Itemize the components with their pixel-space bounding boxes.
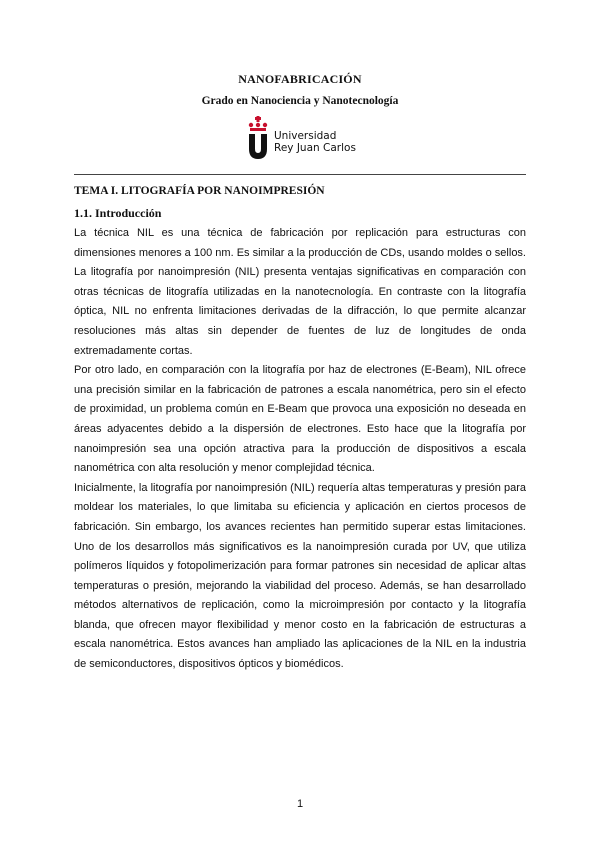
- section-title: TEMA I. LITOGRAFÍA POR NANOIMPRESIÓN: [74, 185, 325, 197]
- logo-text: [274, 130, 356, 154]
- paragraph-3: Inicialmente, la litografía por nanoimpresión (NIL) requería altas temperaturas y presión para moldear los materiales, lo que limitaba su eficiencia y aplicación en ciertos procesos de fabricación. Sin embargo, los avances recientes han permitido superar estas limitaciones. Uno de los desarrollos más significativos es la nanoimpresión curada por UV, que utiliza polímeros líquidos y fotopolimerización para formar patrones sin necesidad de aplicar altas temperaturas o presión, mejorando la viabilidad del proceso. Además, se han desarrollado métodos alternativos de replicación, como la microimpresión por contacto y la litografía blanda, que ofrecen mayor flexibilidad y menor costo en la fabricación de estructuras a escala nanométrica. Estos avances han ampliado las aplicaciones de la NIL en la industria de semiconductores, dispositivos ópticos y biomédicos.: [74, 481, 526, 671]
- subsection-title: 1.1. Introducción: [74, 206, 162, 220]
- logo-line-2: Rey Juan Carlos: [274, 142, 356, 154]
- logo-line-1: Universidad: [274, 130, 337, 142]
- document-title: NANOFABRICACIÓN: [238, 72, 362, 86]
- horizontal-divider: [74, 174, 526, 175]
- body-text: [74, 224, 526, 675]
- paragraph-1: La técnica NIL es una técnica de fabricación por replicación para estructuras con dimensiones menores a 100 nm. Es similar a la producción de CDs, usando moldes o sellos. La litografía por nanoimpresión (NIL) presenta ventajas significativas en comparación con otras técnicas de litografía utilizadas en la nanotecnología. En contraste con la litografía óptica, NIL no enfrenta limitaciones derivadas de la difracción, lo que permite alcanzar resoluciones más altas sin depender de fuentes de luz de longitudes de onda extremadamente cortas.: [74, 227, 526, 357]
- page-number: 1: [296, 798, 304, 810]
- document-subtitle: Grado en Nanociencia y Nanotecnología: [201, 95, 399, 107]
- urjc-crown-u-logo-icon: [246, 116, 270, 160]
- paragraph-2: Por otro lado, en comparación con la litografía por haz de electrones (E-Beam), NIL ofrece una precisión similar en la fabricación de patrones a escala nanométrica, pero sin el efecto de proximidad, un problema común en E-Beam que provoca una exposición no deseada en áreas adyacentes debido a la dispersión de electrones. Esto hace que la litografía por nanoimpresión sea una opción atractiva para la producción de dispositivos a escala nanométrica con alta resolución y menor complejidad técnica.: [74, 364, 526, 475]
- university-logo: [246, 116, 366, 160]
